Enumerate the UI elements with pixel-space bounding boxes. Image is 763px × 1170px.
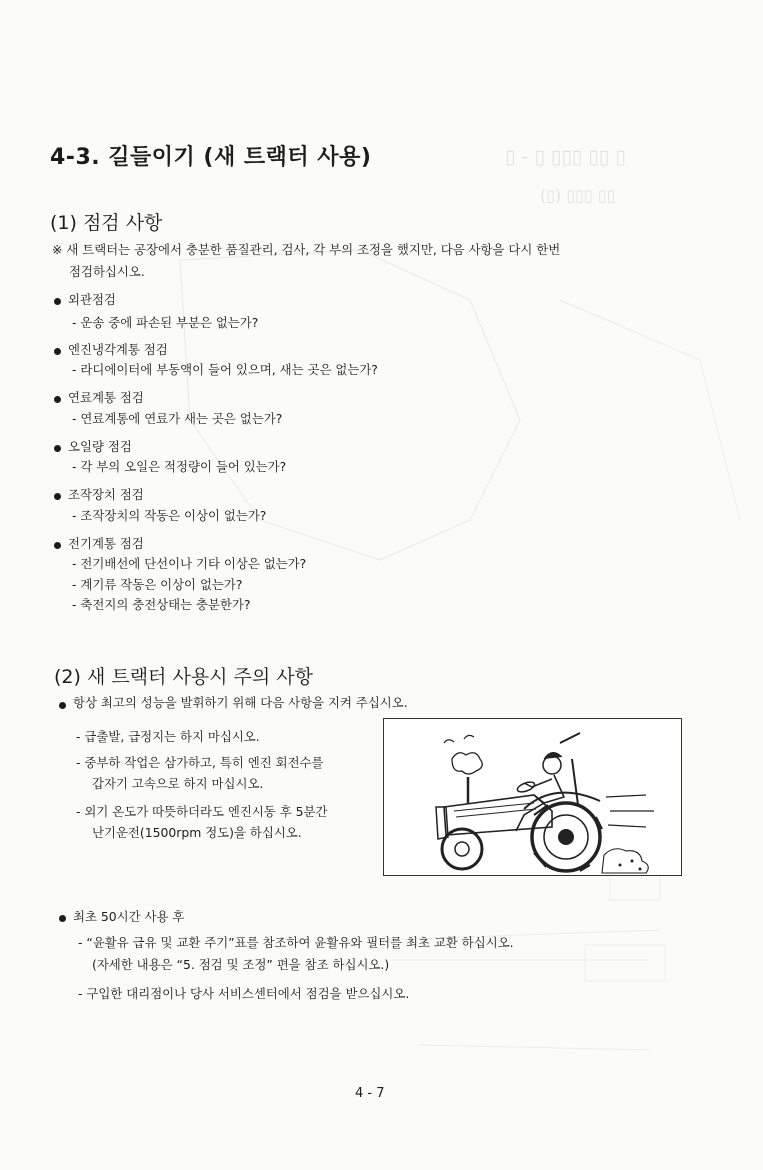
page-number: 4 - 7 — [355, 1086, 385, 1101]
tractor-driver-drawing — [384, 719, 681, 875]
caution-item-continued: 난기운전(1500rpm 정도)을 하십시오. — [92, 825, 302, 840]
check-item-label: 오일량 점검 — [68, 439, 132, 454]
check-item-label: 조작장치 점검 — [68, 487, 144, 502]
check-item-label: 연료계통 점검 — [68, 390, 144, 405]
page-title: 4-3. 길들이기 (새 트랙터 사용) — [50, 145, 372, 170]
precautions-intro: 항상 최고의 성능을 발휘하기 위해 다음 사항을 지켜 주십시오. — [73, 695, 408, 710]
bullet-icon — [54, 542, 61, 549]
check-item-label: 엔진냉각계통 점검 — [68, 342, 168, 357]
check-item-detail: - 계기류 작동은 이상이 없는가? — [72, 577, 243, 592]
check-item-detail: - 라디에이터에 부동액이 들어 있으며, 새는 곳은 없는가? — [72, 362, 378, 377]
bullet-icon — [54, 493, 61, 500]
bullet-icon — [54, 348, 61, 355]
check-item-label: 외관점검 — [68, 292, 116, 307]
bullet-icon — [59, 915, 66, 922]
inspection-note: ※ 새 트랙터는 공장에서 충분한 품질관리, 검사, 각 부의 조정을 했지만, 다음 사항을 다시 한번 — [52, 242, 561, 257]
first-50-hours-detail: - “윤활유 급유 및 교환 주기”표를 참조하여 윤활유와 필터를 최초 교환 하십시오. — [78, 935, 514, 950]
check-item-detail: - 운송 중에 파손된 부분은 없는가? — [72, 315, 259, 330]
check-item-detail: - 각 부의 오일은 적정량이 들어 있는가? — [72, 459, 287, 474]
check-item-detail: - 축전지의 충전상태는 충분한가? — [72, 597, 251, 612]
check-item-detail: - 조작장치의 작동은 이상이 없는가? — [72, 508, 267, 523]
section-heading-precautions: (2) 새 트랙터 사용시 주의 사항 — [54, 666, 314, 688]
first-50-hours-detail: (자세한 내용은 “5. 점검 및 조정” 편을 참조 하십시오.) — [92, 957, 390, 972]
caution-item: - 급출발, 급정지는 하지 마십시오. — [76, 729, 260, 744]
bullet-icon — [54, 396, 61, 403]
caution-item-continued: 갑자기 고속으로 하지 마십시오. — [92, 776, 264, 791]
inspection-note-continued: 점검하십시오. — [69, 264, 145, 279]
bullet-icon — [59, 702, 66, 709]
check-item-detail: - 전기배선에 단선이나 기타 이상은 없는가? — [72, 556, 307, 571]
bullet-icon — [54, 298, 61, 305]
bleed-through-heading: ▯ - ▯ ▯▯▯ ▯▯ ▯ — [505, 146, 626, 168]
section-heading-inspection: (1) 점검 사항 — [50, 212, 163, 234]
first-50-hours-label: 최초 50시간 사용 후 — [73, 909, 185, 924]
bleed-through-subheading: (▯) ▯▯▯ ▯▯ — [540, 186, 616, 205]
bullet-icon — [54, 445, 61, 452]
first-50-hours-detail: - 구입한 대리점이나 당사 서비스센터에서 점검을 받으십시오. — [78, 986, 410, 1001]
check-item-detail: - 연료계통에 연료가 새는 곳은 없는가? — [72, 411, 283, 426]
caution-item: - 중부하 작업은 삼가하고, 특히 엔진 회전수를 — [76, 755, 324, 770]
caution-item: - 외기 온도가 따뜻하더라도 엔진시동 후 5분간 — [76, 804, 328, 819]
tractor-illustration — [383, 718, 682, 876]
check-item-label: 전기계통 점검 — [68, 536, 144, 551]
